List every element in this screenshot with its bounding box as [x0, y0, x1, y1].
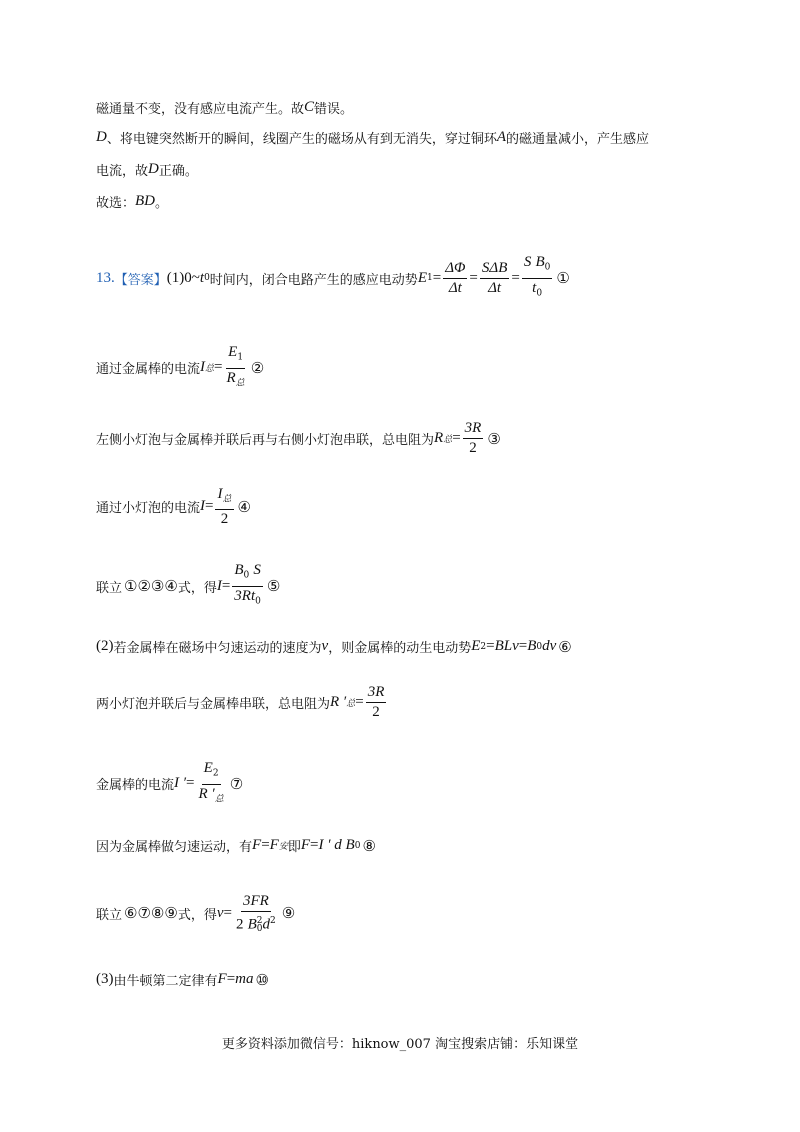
fraction-b0s-3rt0: $\frac{B_0 S}{3Rt_0}$: [234, 562, 261, 607]
q13-line: 13. 【答案】 (1) 0 ~ t 0 时间内，闭合电路产生的感应电动势 E 1 = $\frac{\Delta\Phi}{\Delta t}$ = $\frac{\text{SΔB}}{\Delta t}$ = $\frac{S B_0}{t_0}$ ①: [96, 254, 570, 302]
eq-line-2: 通过金属棒的电流 I 总 = $\frac{E_1}{R_总}$ ②: [96, 344, 264, 391]
eq-line-5: 联立 ①②③④ 式，得 I = $\frac{B_0 S}{3Rt_0}$ ⑤: [96, 562, 280, 610]
question-number: 13.: [96, 269, 115, 286]
fraction-e1-rtotal: $\frac{E_1}{R_总}$: [226, 344, 245, 388]
eq-line-3: 左侧小灯泡与金属棒并联后再与右侧小灯泡串联，总电阻为 R 总 = $\frac{3R}{2}$ ③: [96, 420, 501, 456]
text-line-4: 故选： BD 。: [96, 193, 169, 211]
fraction-itotal-2: $\frac{I_总}{2}$: [217, 486, 232, 527]
eq-line-7: 两小灯泡并联后与金属棒串联，总电阻为 R ′ 总 = $\frac{3R}{2}$: [96, 684, 385, 720]
equation-number-5: ⑤: [266, 577, 281, 596]
eq-line-8: 金属棒的电流 I ′ = $\frac{E_2}{R '_总}$ ⑦: [96, 760, 243, 807]
page-footer: 更多资料添加微信号：hiknow_007 淘宝搜索店铺：乐知课堂: [221, 1037, 579, 1052]
eq-line-9: 因为金属棒做匀速运动，有 F = F 安 即 F = I ′ d B 0 ⑧: [96, 836, 376, 855]
fraction-sdb-dt: $\frac{\text{SΔB}}{\Delta t}$: [481, 259, 508, 296]
equation-number-10: ⑩: [255, 970, 269, 989]
fraction-sb0-t0: $\frac{S B_0}{t_0}$: [523, 254, 551, 299]
fraction-3r-2: $\frac{3R}{2}$: [464, 420, 482, 456]
eq-line-6: (2) 若金属棒在磁场中匀速运动的速度为 v ，则金属棒的动生电动势 E 2 = BLv = B 0 dv ⑥: [96, 637, 572, 656]
equation-number-7: ⑦: [229, 774, 244, 793]
equation-number-3: ③: [487, 429, 501, 448]
equation-number-8: ⑧: [362, 836, 376, 855]
answer-tag: 【答案】: [114, 272, 167, 288]
equation-number-2: ②: [250, 358, 265, 377]
fraction-3r-2-b: $\frac{3R}{2}$: [367, 684, 385, 720]
text-line-1: 磁通量不变，没有感应电流产生。故 C 错误。: [96, 99, 354, 117]
equation-number-4: ④: [237, 497, 251, 516]
text-line-3: 电流，故 D 正确。: [96, 161, 198, 179]
text-line-2: D 、将电键突然断开的瞬间，线圈产生的磁场从有到无消失，穿过铜环 A 的磁通量减小，产生感应: [96, 129, 650, 147]
eq-line-11: (3) 由牛顿第二定律有 F = ma ⑩: [96, 970, 269, 989]
equation-number-9: ⑨: [281, 904, 296, 923]
equation-number-1: ①: [556, 269, 570, 288]
eq-line-4: 通过小灯泡的电流 I = $\frac{I_总}{2}$ ④: [96, 486, 251, 527]
fraction-e2-rprime: $\frac{E_2}{R '_总}$: [198, 760, 224, 804]
eq-line-10: 联立 ⑥⑦⑧⑨ 式，得 v = 3FR 2 B 2 0 $d^2$ ⑨: [96, 893, 296, 934]
fraction-3fr-2b0d: 3FR 2 B 2 0 $d^2$: [235, 893, 276, 934]
fraction-dphi-dt: $\frac{\Delta\Phi}{\Delta t}$: [445, 259, 466, 296]
equation-number-6: ⑥: [558, 637, 572, 656]
